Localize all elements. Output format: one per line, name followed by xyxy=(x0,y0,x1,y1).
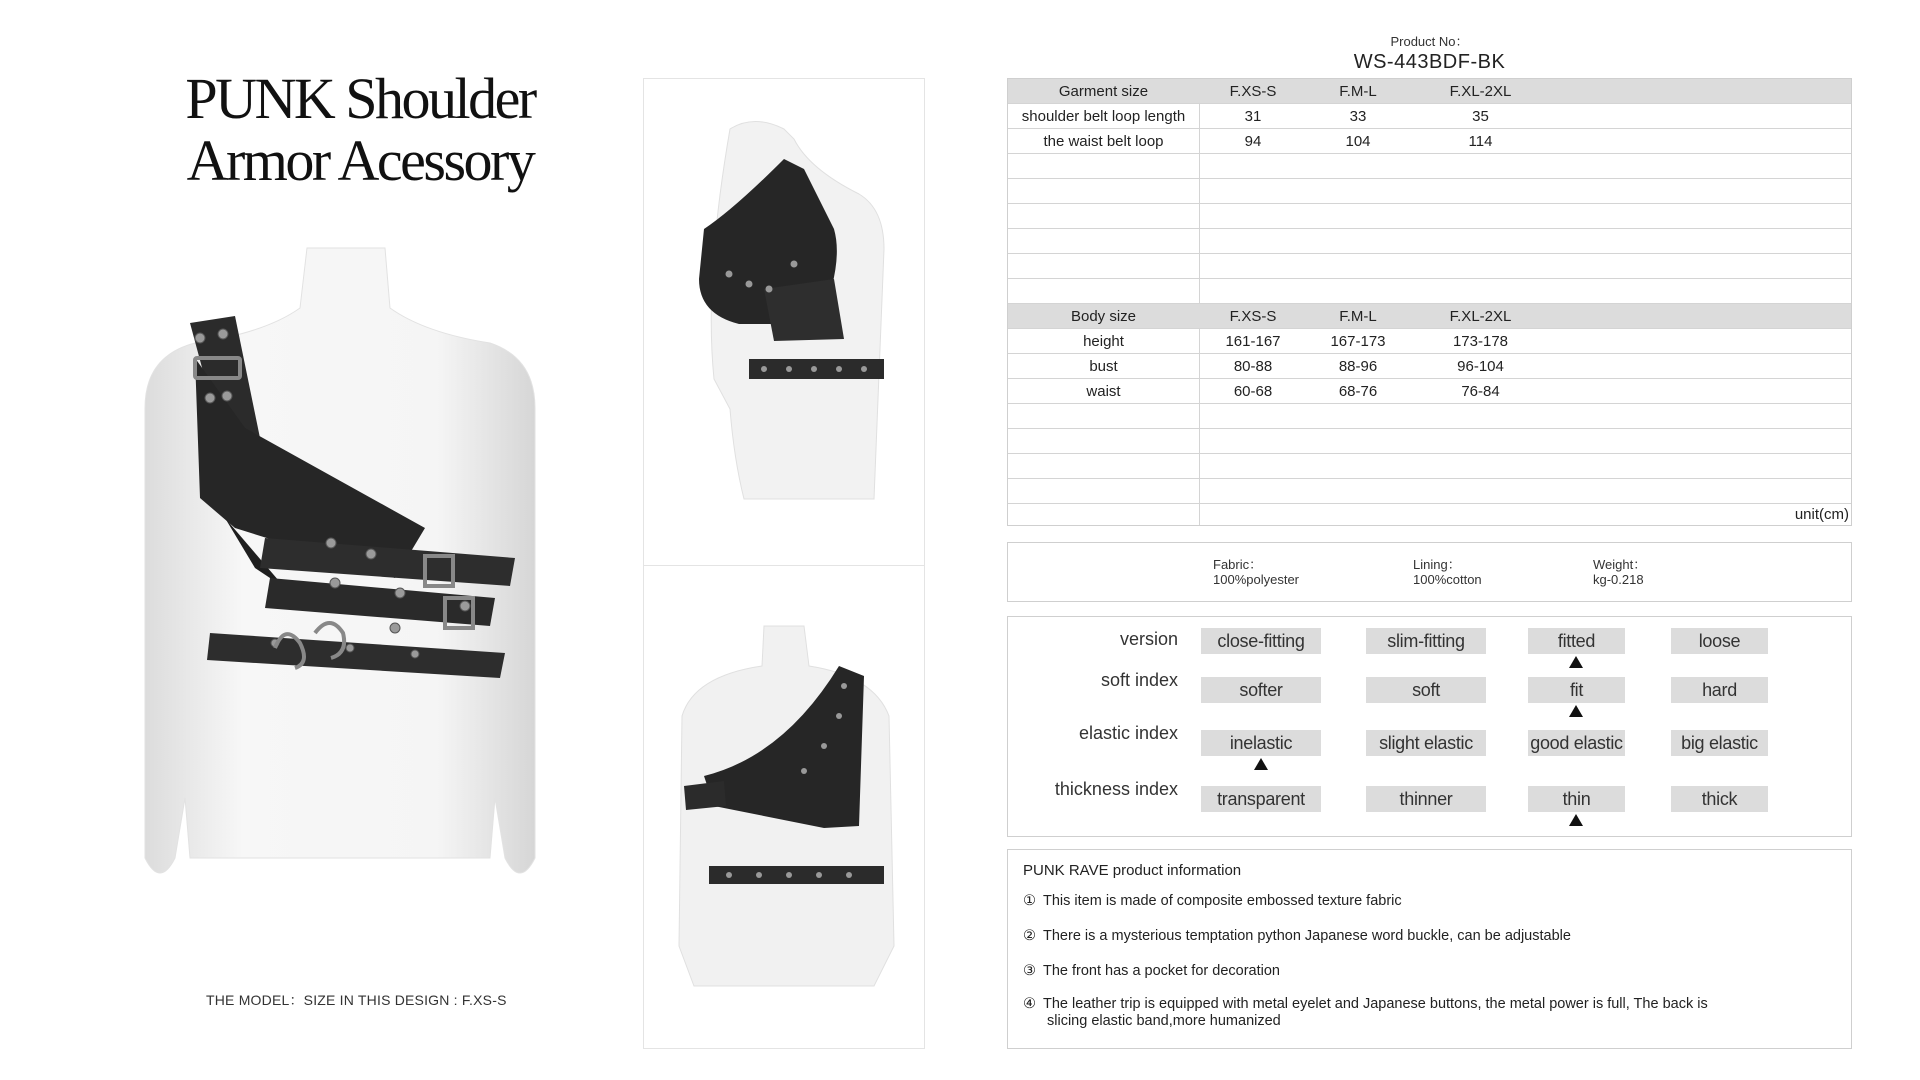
unit-label: unit(cm) xyxy=(1794,506,1849,523)
product-number-code: WS-443BDF-BK xyxy=(1353,51,1506,73)
table-row xyxy=(1008,104,1851,129)
table-cell: 33 xyxy=(1349,108,1367,125)
header-cell: F.XS-S xyxy=(1229,83,1277,100)
table-row-empty xyxy=(1008,454,1851,479)
index-option: close-fitting xyxy=(1201,628,1321,654)
table-row-empty xyxy=(1008,179,1851,204)
index-option: thin xyxy=(1528,786,1625,812)
lining-spec xyxy=(1413,557,1482,587)
info-item-number: ③ xyxy=(1023,963,1036,979)
table-row xyxy=(1008,129,1851,154)
back-photo-frame xyxy=(643,565,925,1049)
index-option: slim-fitting xyxy=(1366,628,1486,654)
table-row-empty xyxy=(1008,254,1851,279)
product-info-title: PUNK RAVE product information xyxy=(1023,862,1242,879)
info-item-text: The front has a pocket for decoration xyxy=(1043,963,1280,979)
index-option: hard xyxy=(1671,677,1768,703)
index-option: soft xyxy=(1366,677,1486,703)
back-product-photo xyxy=(644,566,926,1050)
table-cell: 94 xyxy=(1244,133,1262,150)
index-option: inelastic xyxy=(1201,730,1321,756)
table-cell: 96-104 xyxy=(1457,358,1504,375)
side-photo-frame xyxy=(643,78,925,566)
table-row-empty xyxy=(1008,229,1851,254)
index-option: softer xyxy=(1201,677,1321,703)
product-title-line1: PUNK Shoulder xyxy=(185,66,535,131)
info-item-continuation: slicing elastic band,more humanized xyxy=(1047,1013,1281,1029)
table-cell: 68-76 xyxy=(1338,383,1378,400)
index-label-soft: soft index xyxy=(1100,670,1178,690)
index-option: big elastic xyxy=(1671,730,1768,756)
fabric-label: Fabric： xyxy=(1213,557,1263,572)
weight-value: kg-0.218 xyxy=(1593,572,1644,587)
selection-arrow-icon xyxy=(1254,758,1268,770)
table-cell: 173-178 xyxy=(1452,333,1509,350)
model-size-note: THE MODEL：SIZE IN THIS DESIGN : F.XS-S xyxy=(206,992,507,1008)
fabric-value: 100%polyester xyxy=(1213,572,1299,587)
table-cell: 35 xyxy=(1472,108,1489,125)
selection-arrow-icon xyxy=(1569,814,1583,826)
lining-value: 100%cotton xyxy=(1413,572,1482,587)
table-cell: 114 xyxy=(1468,133,1493,150)
table-cell: 80-88 xyxy=(1233,358,1273,375)
index-scale-panel xyxy=(1007,616,1852,837)
table-cell: 104 xyxy=(1345,133,1371,150)
info-item-text: There is a mysterious temptation python Japanese word buckle, can be adjustable xyxy=(1043,928,1571,944)
table-cell: 31 xyxy=(1244,108,1262,125)
info-item-number: ④ xyxy=(1023,996,1036,1012)
lining-label: Lining： xyxy=(1413,557,1461,572)
table-row-empty xyxy=(1008,279,1851,304)
product-number xyxy=(1007,34,1852,74)
product-title-line2: Armor Acessory xyxy=(186,128,534,193)
info-item-text: This item is made of composite embossed texture fabric xyxy=(1043,893,1402,909)
header-cell: Body size xyxy=(1070,308,1137,325)
product-info-panel xyxy=(1007,849,1852,1049)
info-list-item xyxy=(1023,996,1708,1030)
selection-arrow-icon xyxy=(1569,705,1583,717)
body-size-header xyxy=(1008,304,1851,329)
table-cell: bust xyxy=(1089,358,1118,375)
front-product-photo xyxy=(95,238,625,898)
info-item-number: ② xyxy=(1023,928,1036,944)
table-row xyxy=(1008,354,1851,379)
info-list-item xyxy=(1023,963,1280,980)
header-cell: F.XL-2XL xyxy=(1449,308,1512,325)
product-number-label: Product No： xyxy=(1390,34,1469,49)
table-row-empty xyxy=(1008,479,1851,504)
info-item-number: ① xyxy=(1023,893,1036,909)
fabric-spec xyxy=(1213,557,1299,587)
header-cell: F.M-L xyxy=(1339,83,1377,100)
index-option: slight elastic xyxy=(1366,730,1486,756)
info-item-text: The leather trip is equipped with metal eyelet and Japanese buttons, the metal power is full, The back is xyxy=(1043,996,1708,1012)
table-cell: the waist belt loop xyxy=(1043,133,1164,150)
index-label-elastic: elastic index xyxy=(1078,723,1178,743)
size-table xyxy=(1007,78,1852,526)
index-option: good elastic xyxy=(1528,730,1625,756)
table-row-empty xyxy=(1008,429,1851,454)
table-cell: waist xyxy=(1086,383,1121,400)
table-cell: 88-96 xyxy=(1338,358,1378,375)
table-row xyxy=(1008,329,1851,354)
header-cell: F.XL-2XL xyxy=(1449,83,1512,100)
table-cell: 167-173 xyxy=(1330,333,1386,350)
index-option: thinner xyxy=(1366,786,1486,812)
header-cell: F.XS-S xyxy=(1229,308,1277,325)
garment-size-header xyxy=(1008,79,1851,104)
table-row-empty xyxy=(1008,204,1851,229)
table-cell: 76-84 xyxy=(1461,383,1500,400)
fabric-info xyxy=(1007,542,1852,602)
side-product-photo xyxy=(644,79,926,567)
table-row-empty xyxy=(1008,404,1851,429)
index-option: transparent xyxy=(1201,786,1321,812)
index-option: fit xyxy=(1528,677,1625,703)
table-cell: height xyxy=(1083,333,1124,350)
index-option: fitted xyxy=(1528,628,1625,654)
info-list-item xyxy=(1023,928,1571,945)
index-label-version: version xyxy=(1119,629,1178,649)
table-cell: 60-68 xyxy=(1233,383,1273,400)
index-label-thickness: thickness index xyxy=(1054,779,1178,799)
selection-arrow-icon xyxy=(1569,656,1583,668)
info-list-item xyxy=(1023,893,1402,910)
index-option: loose xyxy=(1671,628,1768,654)
header-cell: F.M-L xyxy=(1339,308,1377,325)
weight-spec xyxy=(1593,557,1646,587)
header-cell: Garment size xyxy=(1058,83,1149,100)
product-title xyxy=(90,68,630,192)
table-cell: 161-167 xyxy=(1225,333,1281,350)
index-option: thick xyxy=(1671,786,1768,812)
weight-label: Weight： xyxy=(1593,557,1647,572)
table-cell: shoulder belt loop length xyxy=(1021,108,1186,125)
table-row xyxy=(1008,379,1851,404)
table-row-empty xyxy=(1008,154,1851,179)
